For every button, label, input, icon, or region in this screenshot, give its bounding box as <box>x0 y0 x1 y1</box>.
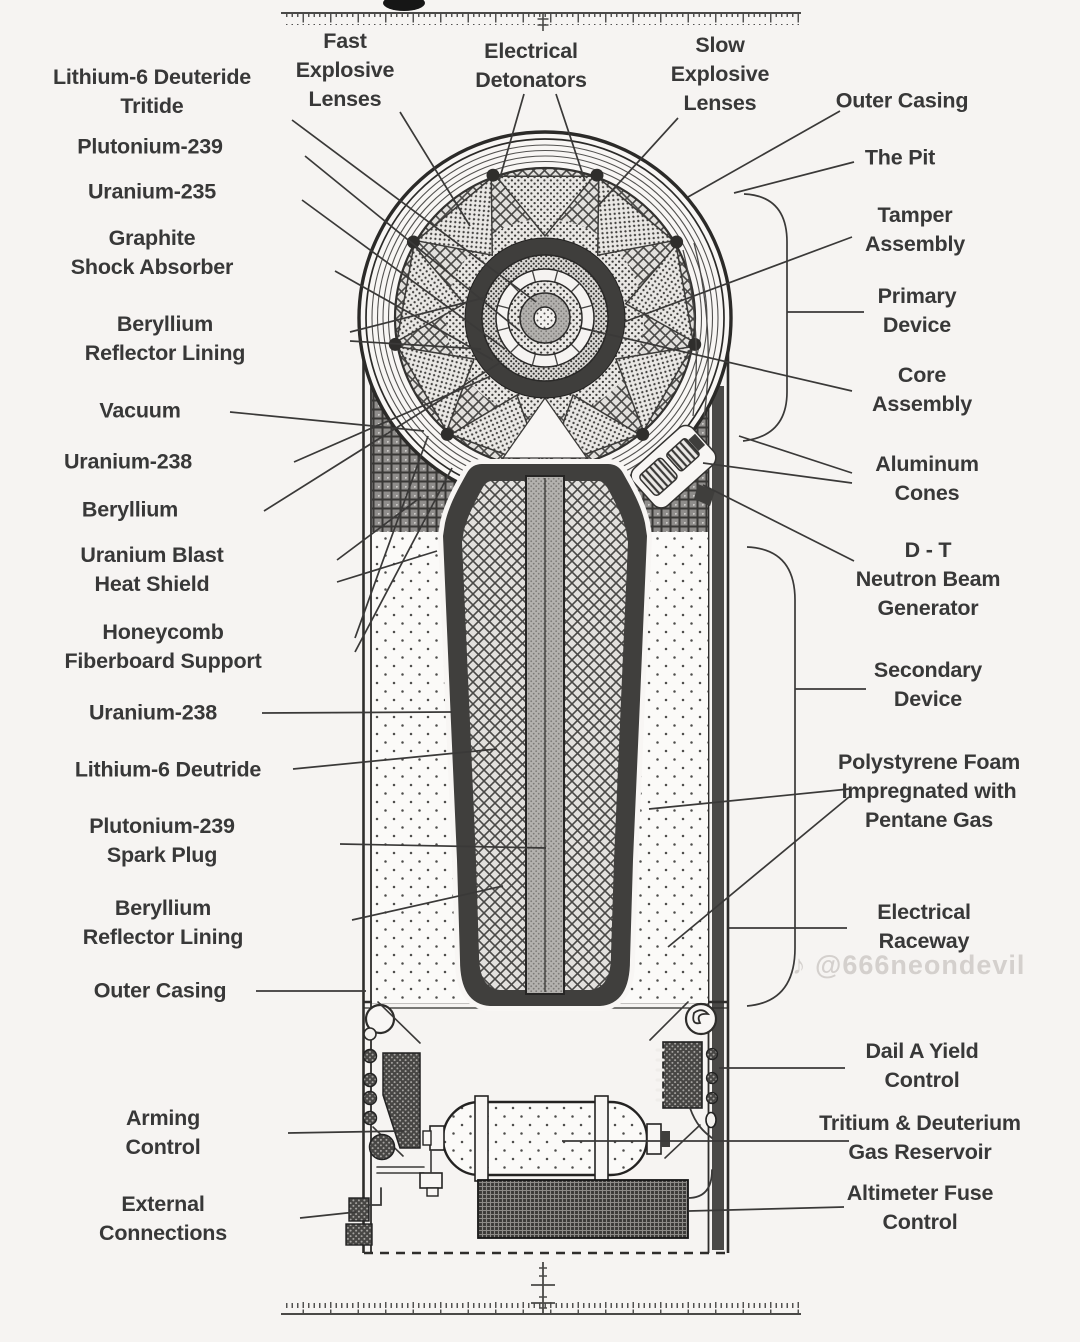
label-line: Aluminum <box>875 451 979 476</box>
label-line: Lithium-6 Deuteride <box>52 64 252 89</box>
label-line: Device <box>882 313 952 337</box>
label-line: The Pit <box>864 145 936 170</box>
label-line: Explosive <box>670 62 770 87</box>
label-tritium-deuterium-gas-reservoir <box>819 1109 1021 1167</box>
label-line: Pentane Gas <box>864 808 994 833</box>
label-line: Vacuum <box>99 398 181 423</box>
label-outer-casing <box>94 976 227 1005</box>
label-aluminum-cones <box>875 450 979 508</box>
leader-line <box>739 436 852 473</box>
label-line: Connections <box>99 1221 227 1245</box>
leader-line <box>734 162 854 193</box>
label-line: Assembly <box>865 232 965 256</box>
label-line: Uranium-235 <box>87 179 217 204</box>
label-line: Reflector Lining <box>84 341 246 365</box>
watermark: ♪ @666neondevil <box>792 950 1026 980</box>
label-line: Neutron Beam <box>855 567 1001 592</box>
label-plutonium-239-spark-plug <box>89 812 235 870</box>
leader-line <box>288 1131 404 1133</box>
label-line: Fast <box>323 29 367 54</box>
label-line: D - T <box>904 538 952 563</box>
label-line: Beryllium <box>81 497 179 522</box>
bolt-hole-right <box>686 1004 716 1034</box>
altimeter-fuse-component <box>478 1180 688 1238</box>
label-line: Control <box>884 1068 960 1092</box>
pit-core <box>534 307 556 329</box>
label-line: Beryllium <box>114 895 212 920</box>
label-line: Generator <box>877 596 979 621</box>
label-line: Fiberboard Support <box>64 649 262 673</box>
label-line: External <box>121 1191 205 1216</box>
label-core-assembly <box>872 361 972 419</box>
label-line: Outer Casing <box>93 978 227 1003</box>
label-outer-casing <box>836 86 969 115</box>
label-line: Tritide <box>120 94 184 118</box>
label-line: Impregnated with <box>841 779 1017 804</box>
secondary-device-drawing <box>443 464 647 1006</box>
label-slow-explosive-lenses <box>671 31 770 119</box>
label-line: Control <box>882 1210 958 1234</box>
label-d-t-neutron-beam-generator <box>856 536 1001 624</box>
label-line: Spark Plug <box>106 843 218 867</box>
label-line: Core <box>897 362 947 387</box>
label-line: Uranium-238 <box>63 449 193 474</box>
label-line: Arming <box>125 1105 201 1130</box>
label-beryllium-reflector-lining <box>85 310 245 368</box>
label-line: Tamper <box>877 202 953 227</box>
label-line: Device <box>893 687 963 711</box>
leader-line <box>262 712 452 713</box>
label-fast-explosive-lenses <box>296 27 395 115</box>
label-line: Altimeter Fuse <box>846 1180 994 1205</box>
label-graphite-shock-absorber <box>71 224 233 282</box>
label-line: Lenses <box>308 87 382 112</box>
label-line: Graphite <box>108 225 196 250</box>
label-line: Raceway <box>878 929 970 953</box>
label-lithium-6-deuteride-tritide <box>53 63 251 121</box>
label-line: Slow <box>695 33 745 58</box>
primary-device-bracket <box>743 194 787 441</box>
label-uranium-238 <box>89 698 217 727</box>
label-line: Polystyrene Foam <box>837 750 1021 775</box>
label-plutonium-239 <box>77 132 223 161</box>
label-line: Cones <box>894 481 960 505</box>
label-beryllium-reflector-lining <box>83 894 243 952</box>
control-section-drawing <box>346 1002 718 1245</box>
label-beryllium <box>82 495 178 524</box>
label-line: Uranium-238 <box>88 700 218 725</box>
label-line: Shock Absorber <box>70 255 234 279</box>
label-line: Tritium & Deuterium <box>819 1110 1021 1135</box>
label-line: Uranium Blast <box>80 542 224 567</box>
label-vacuum <box>99 396 180 425</box>
label-electrical-raceway <box>877 898 971 956</box>
label-line: Heat Shield <box>94 572 210 596</box>
leader-line <box>300 1212 356 1218</box>
label-line: Dail A Yield <box>865 1038 979 1063</box>
label-line: Reflector Lining <box>82 925 244 949</box>
secondary-device-bracket <box>747 547 795 1006</box>
label-line: Plutonium-239 <box>77 134 223 159</box>
label-polystyrene-foam-impregnated-with-pentane-gas <box>838 748 1020 836</box>
label-line: Explosive <box>295 58 395 83</box>
leader-line <box>703 485 854 561</box>
label-honeycomb-fiberboard-support <box>64 618 261 676</box>
gas-reservoir-drawing <box>423 1096 670 1181</box>
label-line: Gas Reservoir <box>848 1140 992 1164</box>
label-line: Lithium-6 Deutride <box>74 757 262 782</box>
label-line: Electrical <box>877 899 971 924</box>
label-electrical-detonators <box>475 37 586 95</box>
label-line: Detonators <box>475 68 587 92</box>
label-uranium-238 <box>64 447 192 476</box>
label-external-connections <box>99 1190 227 1248</box>
label-line: Primary <box>877 283 957 308</box>
label-dail-a-yield-control <box>865 1037 978 1095</box>
label-line: Lenses <box>683 91 757 116</box>
label-line: Electrical <box>484 38 578 63</box>
label-line: Plutonium-239 <box>89 813 235 838</box>
label-secondary-device <box>874 656 982 714</box>
device-brackets <box>743 194 866 1006</box>
label-line: Beryllium <box>116 311 214 336</box>
arming-control-component <box>364 1028 421 1160</box>
leader-line <box>688 111 840 197</box>
label-line: Honeycomb <box>102 619 224 644</box>
label-arming-control <box>125 1104 200 1162</box>
label-altimeter-fuse-control <box>847 1179 994 1237</box>
label-line: Outer Casing <box>835 88 969 113</box>
cropped-title-fragment <box>383 0 425 11</box>
label-the-pit <box>865 143 935 172</box>
label-lithium-6-deutride <box>75 755 261 784</box>
label-primary-device <box>878 282 957 340</box>
label-uranium-blast-heat-shield <box>80 541 223 599</box>
label-line: Control <box>125 1135 201 1159</box>
label-tamper-assembly <box>865 201 965 259</box>
label-line: Assembly <box>872 392 972 416</box>
label-uranium-235 <box>88 177 216 206</box>
label-line: Secondary <box>873 657 983 682</box>
